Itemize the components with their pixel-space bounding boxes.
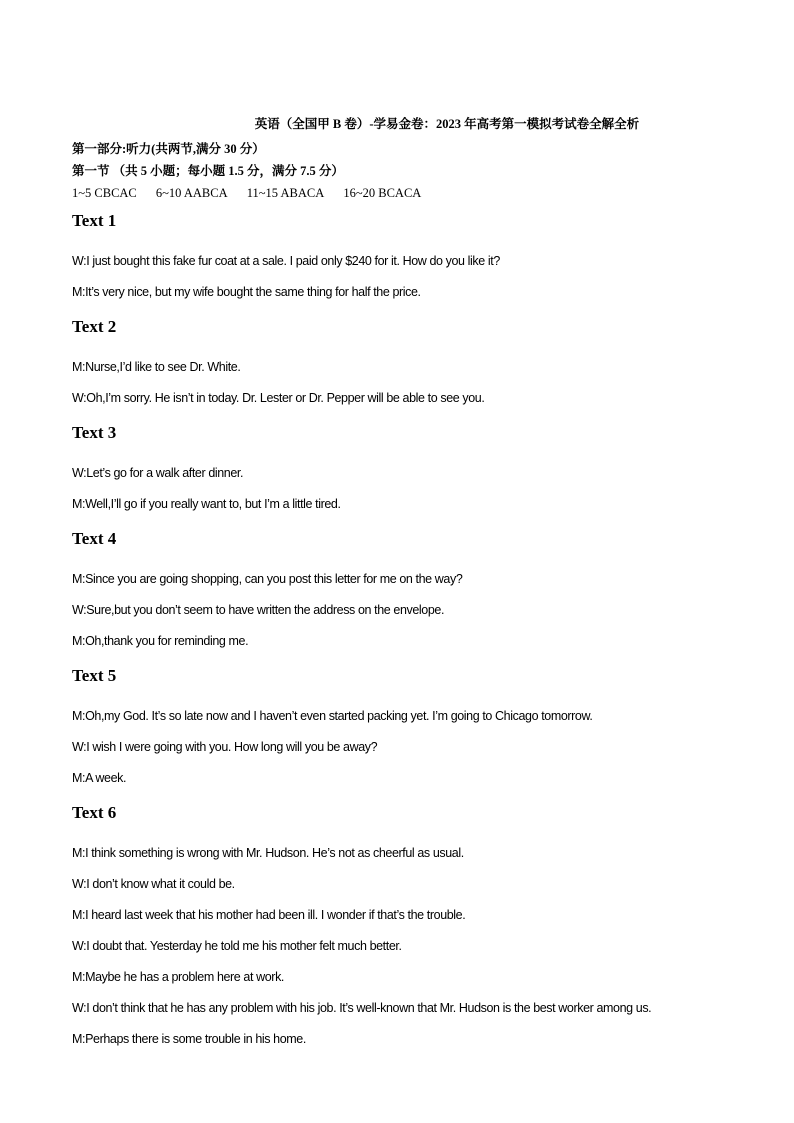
text-section xyxy=(72,663,732,787)
dialogue-line: W:I just bought this fake fur coat at a sale. I paid only $240 for it. How do you like it? xyxy=(72,254,500,268)
text-heading: Text 5 xyxy=(72,666,117,685)
dialogue-line: W:Oh,I’m sorry. He isn’t in today. Dr. Lester or Dr. Pepper will be able to see you. xyxy=(72,391,485,405)
text-heading: Text 2 xyxy=(72,317,117,336)
dialogue-line: M:It’s very nice, but my wife bought the same thing for half the price. xyxy=(72,285,421,299)
dialogue-line: M:I think something is wrong with Mr. Hudson. He’s not as cheerful as usual. xyxy=(72,846,464,860)
text-section xyxy=(72,208,732,301)
dialogue-line: M:Perhaps there is some trouble in his home. xyxy=(72,1032,306,1046)
document-title: 英语（全国甲 B 卷）-学易金卷：2023 年高考第一模拟考试卷全解全析 xyxy=(254,117,640,131)
dialogue-line: M:Well,I’ll go if you really want to, but I’m a little tired. xyxy=(72,497,341,511)
dialogue-line: M:Oh,thank you for reminding me. xyxy=(72,634,249,648)
answer-group: 1~5 CBCAC xyxy=(72,186,137,200)
part-one-heading: 第一部分:听力(共两节,满分 30 分） xyxy=(72,142,265,156)
text-heading: Text 6 xyxy=(72,803,117,822)
dialogue-line: M:A week. xyxy=(72,771,127,785)
dialogue-line: M:Nurse,I’d like to see Dr. White. xyxy=(72,360,241,374)
dialogue-line: W:I don’t know what it could be. xyxy=(72,877,235,891)
transcript-body xyxy=(72,208,732,1061)
header-block xyxy=(72,138,437,204)
section-one-heading: 第一节 （共 5 小题；每小题 1.5 分，满分 7.5 分） xyxy=(72,164,344,178)
dialogue-line: M:I heard last week that his mother had been ill. I wonder if that’s the trouble. xyxy=(72,908,466,922)
text-heading: Text 1 xyxy=(72,211,117,230)
text-heading: Text 4 xyxy=(72,529,117,548)
answer-group: 6~10 AABCA xyxy=(155,186,228,200)
dialogue-line: W:Let’s go for a walk after dinner. xyxy=(72,466,244,480)
dialogue-line: M:Since you are going shopping, can you post this letter for me on the way? xyxy=(72,572,463,586)
text-section xyxy=(72,526,732,650)
answer-group: 11~15 ABACA xyxy=(246,186,325,200)
dialogue-line: M:Maybe he has a problem here at work. xyxy=(72,970,284,984)
dialogue-line: W:Sure,but you don’t seem to have written the address on the envelope. xyxy=(72,603,445,617)
text-heading: Text 3 xyxy=(72,423,117,442)
text-section xyxy=(72,800,732,1048)
text-section xyxy=(72,314,732,407)
text-section xyxy=(72,420,732,513)
dialogue-line: M:Oh,my God. It’s so late now and I haven’t even started packing yet. I’m going to Chicago tomorrow. xyxy=(72,709,593,723)
answer-key xyxy=(72,182,437,204)
dialogue-line: W:I doubt that. Yesterday he told me his mother felt much better. xyxy=(72,939,402,953)
dialogue-line: W:I wish I were going with you. How long will you be away? xyxy=(72,740,378,754)
answer-group: 16~20 BCACA xyxy=(343,186,422,200)
dialogue-line: W:I don’t think that he has any problem with his job. It’s well-known that Mr. Hudson is the best worker among us. xyxy=(72,1001,652,1015)
